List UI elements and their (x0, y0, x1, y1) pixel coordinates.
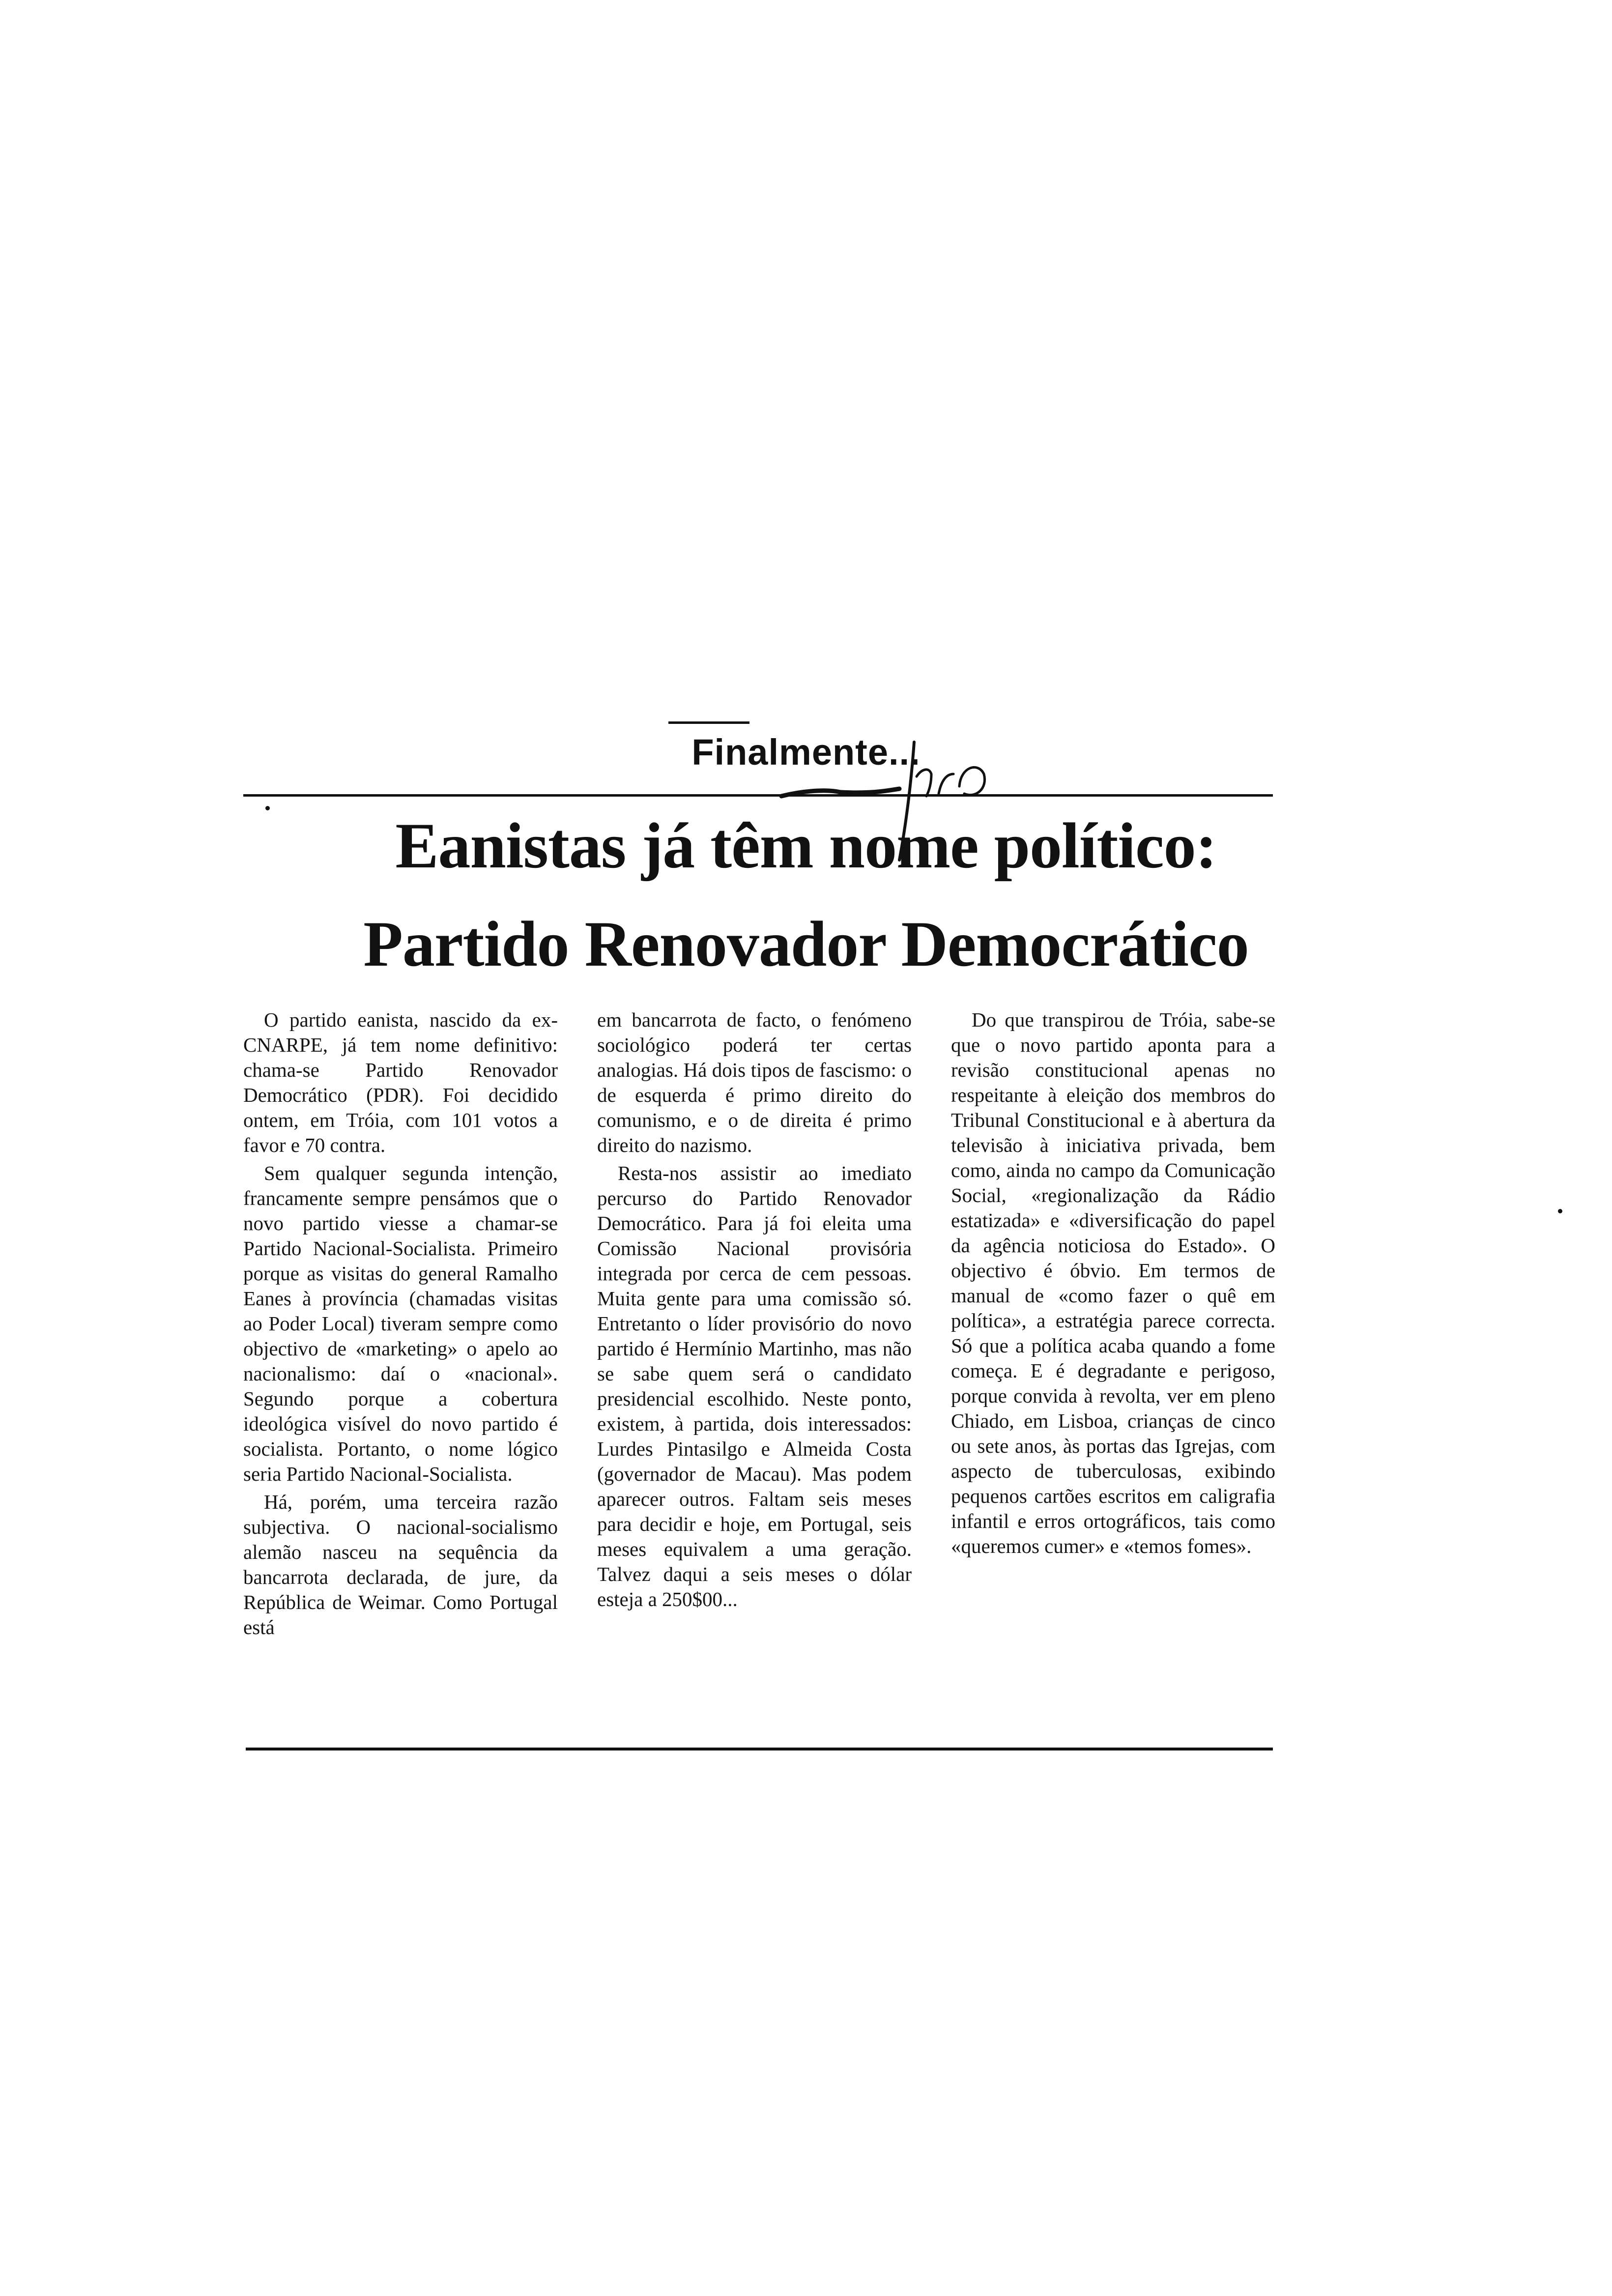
column-3 (951, 1007, 1275, 1562)
column-2 (597, 1007, 912, 1615)
paragraph: Do que transpirou de Tróia, sabe-se que o novo partido aponta para a revisão constitucional apenas no respeitante à eleição dos membros do Tribunal Constitucional e à abertura da televisão à iniciativa privada, bem como, ainda no campo da Comunicação Social, «regionalização da Rádio estatizada» e «diversificação do papel da agência noticiosa do Estado». O objectivo é óbvio. Em termos de manual de «como fazer o quê em política», a estratégia parece correcta. Só que a política acaba quando a fome começa. E é degradante e perigoso, porque convida à revolta, ver em pleno Chiado, em Lisboa, crianças de cinco ou sete anos, às portas das Igrejas, com aspecto de tuberculosas, exibindo pequenos cartões escritos em caligrafia infantil e erros ortográficos, tais como «queremos cumer» e «temos fomes». (951, 1008, 1275, 1557)
paragraph: Sem qualquer segunda intenção, francamente sempre pensámos que o novo partido viesse a chamar-se Partido Nacional-Socialista. Primeiro porque as visitas do general Ramalho Eanes à província (chamadas visitas ao Poder Local) tiveram sempre como objectivo de «marketing» o apelo ao nacionalismo: daí o «nacional». Segundo porque a cobertura ideológica visível do novo partido é socialista. Portanto, o nome lógico seria Partido Nacional-Socialista. (243, 1162, 558, 1485)
column-1 (243, 1007, 558, 1643)
paragraph: em bancarrota de facto, o fenómeno sociológico poderá ter certas analogias. Há dois tipos de fascismo: o de esquerda é primo direito do comunismo, e o de direita é primo direito do nazismo. (597, 1008, 912, 1156)
top-divider-rule (243, 794, 1273, 797)
ink-speck (1558, 1209, 1562, 1213)
article-body (243, 1007, 1275, 1730)
headline-line-1: Eanistas já têm nome político: (395, 809, 1217, 882)
bottom-divider-rule (246, 1748, 1273, 1751)
paragraph: O partido eanista, nascido da ex-CNARPE, já tem nome definitivo: chama-se Partido Renovador Democrático (PDR). Foi decidido ontem, em Tróia, com 101 votos a favor e 70 contra. (243, 1008, 558, 1156)
headline-line-2: Partido Renovador Democrático (363, 908, 1249, 980)
paragraph: Resta-nos assistir ao imediato percurso do Partido Renovador Democrático. Para já foi eleita uma Comissão Nacional provisória integrada por cerca de cem pessoas. Muita gente para uma comissão só. Entretanto o líder provisório do novo partido é Hermínio Martinho, mas não se sabe quem será o candidato presidencial escolhido. Neste ponto, existem, à partida, dois interessados: Lurdes Pintasilgo e Almeida Costa (governador de Macau). Mas podem aparecer outros. Faltam seis meses para decidir e hoje, em Portugal, seis meses equivalem a uma geração. Talvez daqui a seis meses o dólar esteja a 250$00... (597, 1162, 912, 1610)
kicker-rule (668, 721, 749, 724)
paragraph: Há, porém, uma terceira razão subjectiva. O nacional-socialismo alemão nasceu na sequência da bancarrota declarada, de jure, da República de Weimar. Como Portugal está (243, 1491, 558, 1638)
article-kicker: Finalmente... (691, 732, 921, 773)
ink-speck (265, 806, 270, 810)
